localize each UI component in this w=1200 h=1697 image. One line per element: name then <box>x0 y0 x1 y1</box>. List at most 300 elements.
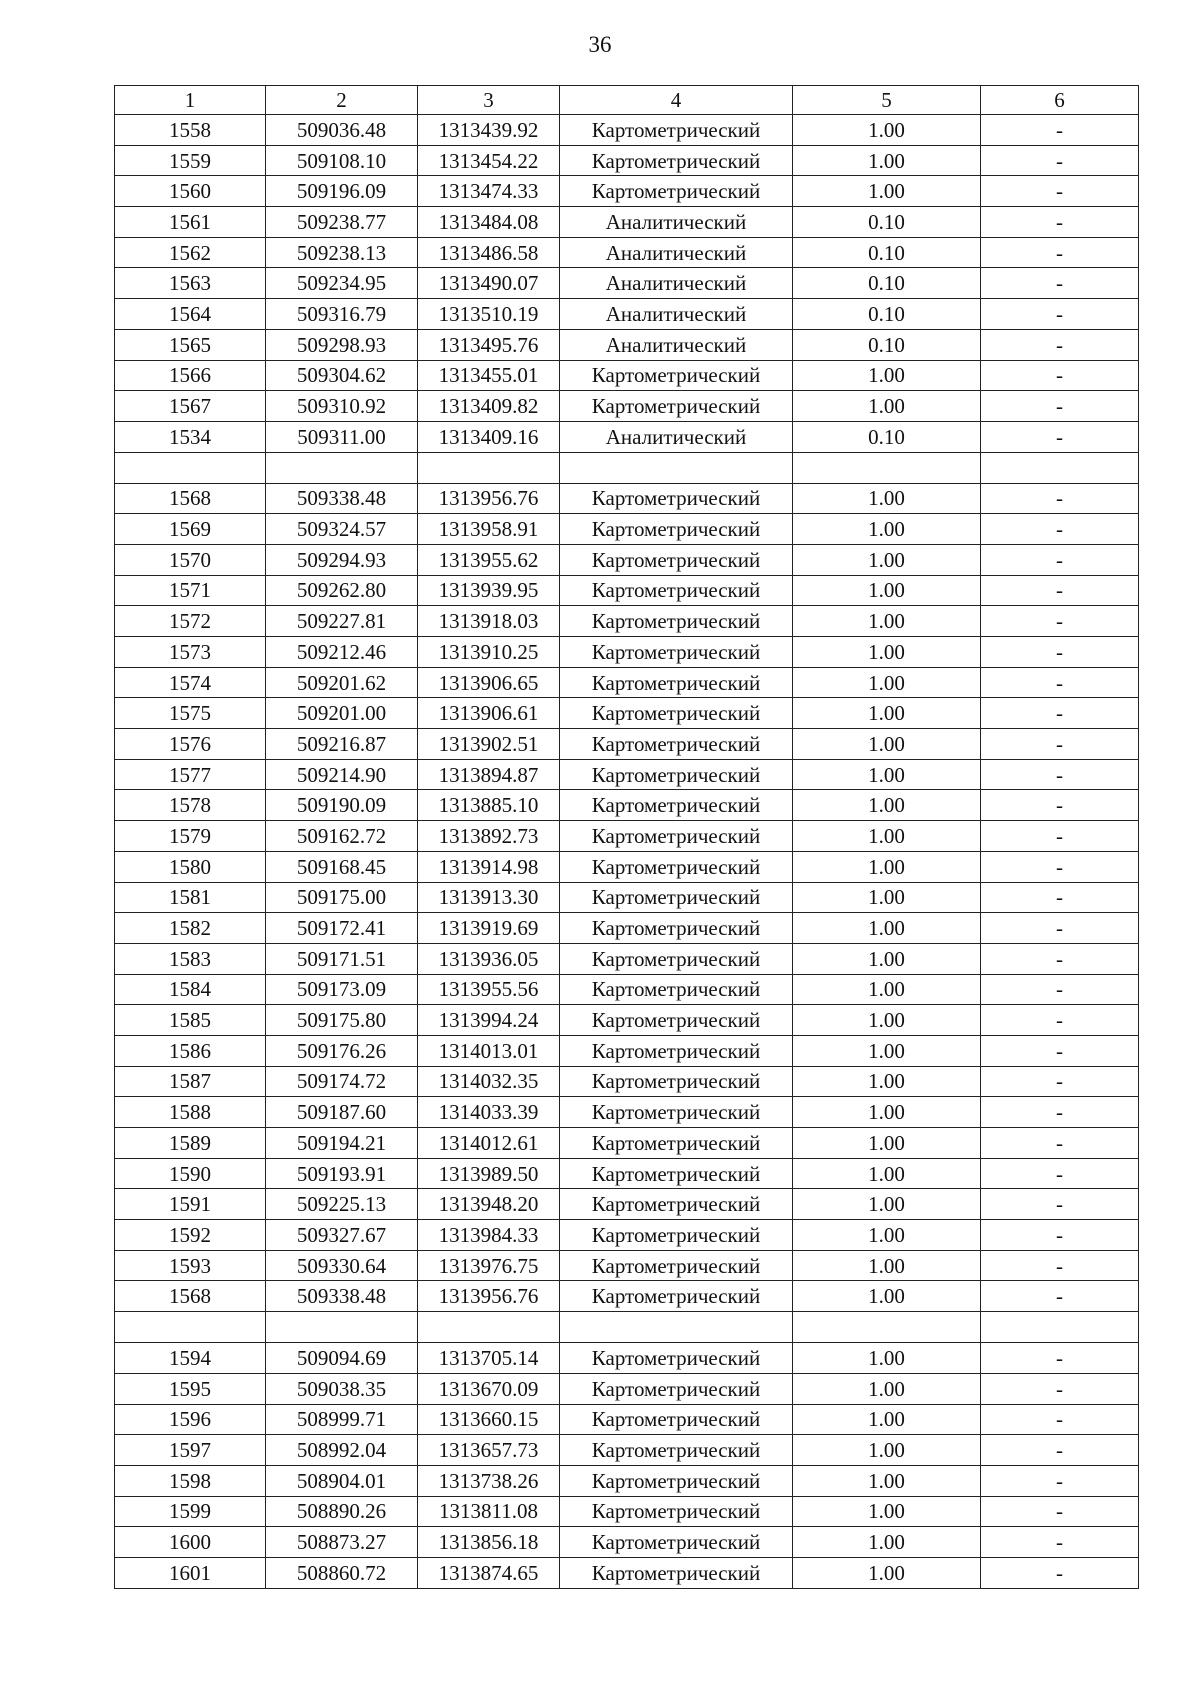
cell-note: - <box>981 1035 1139 1066</box>
cell-y-coordinate: 1313490.07 <box>418 268 560 299</box>
cell-x-coordinate: 509187.60 <box>266 1097 418 1128</box>
cell-accuracy: 0.10 <box>793 299 981 330</box>
table-row <box>115 667 1139 698</box>
cell-note: - <box>981 421 1139 452</box>
cell-method: Картометрический <box>560 391 793 422</box>
cell-x-coordinate: 509330.64 <box>266 1250 418 1281</box>
cell-y-coordinate: 1313918.03 <box>418 606 560 637</box>
table-row <box>115 483 1139 514</box>
table-row <box>115 1373 1139 1404</box>
cell-y-coordinate: 1314012.61 <box>418 1128 560 1159</box>
cell-note: - <box>981 514 1139 545</box>
cell-point-number: 1592 <box>115 1220 266 1251</box>
cell-x-coordinate: 509190.09 <box>266 790 418 821</box>
table-row <box>115 268 1139 299</box>
table-row <box>115 1189 1139 1220</box>
cell-note: - <box>981 606 1139 637</box>
table-row <box>115 821 1139 852</box>
column-header-6: 6 <box>981 86 1139 115</box>
cell-accuracy: 0.10 <box>793 268 981 299</box>
cell-method: Картометрический <box>560 759 793 790</box>
cell-note: - <box>981 851 1139 882</box>
cell-x-coordinate: 509262.80 <box>266 575 418 606</box>
cell-y-coordinate: 1314033.39 <box>418 1097 560 1128</box>
cell-x-coordinate: 509193.91 <box>266 1158 418 1189</box>
cell-method: Картометрический <box>560 1404 793 1435</box>
cell-note: - <box>981 575 1139 606</box>
cell-x-coordinate: 509201.00 <box>266 698 418 729</box>
cell-note: - <box>981 115 1139 146</box>
table-row <box>115 1035 1139 1066</box>
cell-method: Картометрический <box>560 1343 793 1374</box>
cell-point-number <box>115 452 266 483</box>
cell-point-number: 1534 <box>115 421 266 452</box>
cell-accuracy: 1.00 <box>793 1250 981 1281</box>
cell-x-coordinate: 509176.26 <box>266 1035 418 1066</box>
cell-point-number: 1584 <box>115 974 266 1005</box>
cell-point-number: 1599 <box>115 1496 266 1527</box>
cell-x-coordinate: 509324.57 <box>266 514 418 545</box>
table-row <box>115 1527 1139 1558</box>
cell-method: Картометрический <box>560 851 793 882</box>
cell-method: Картометрический <box>560 514 793 545</box>
cell-x-coordinate: 508999.71 <box>266 1404 418 1435</box>
cell-note: - <box>981 729 1139 760</box>
cell-method: Картометрический <box>560 974 793 1005</box>
cell-y-coordinate <box>418 1312 560 1343</box>
cell-x-coordinate: 509238.77 <box>266 207 418 238</box>
cell-x-coordinate: 509175.80 <box>266 1005 418 1036</box>
table-row <box>115 329 1139 360</box>
cell-x-coordinate: 509173.09 <box>266 974 418 1005</box>
cell-x-coordinate: 509311.00 <box>266 421 418 452</box>
cell-note: - <box>981 1496 1139 1527</box>
cell-y-coordinate: 1313738.26 <box>418 1465 560 1496</box>
cell-note: - <box>981 974 1139 1005</box>
cell-point-number: 1575 <box>115 698 266 729</box>
table-row <box>115 943 1139 974</box>
column-header-1: 1 <box>115 86 266 115</box>
cell-y-coordinate: 1313956.76 <box>418 483 560 514</box>
cell-y-coordinate: 1313955.62 <box>418 544 560 575</box>
table-row <box>115 974 1139 1005</box>
cell-note: - <box>981 1005 1139 1036</box>
cell-point-number: 1596 <box>115 1404 266 1435</box>
cell-y-coordinate: 1313892.73 <box>418 821 560 852</box>
cell-note: - <box>981 1128 1139 1159</box>
cell-y-coordinate: 1313976.75 <box>418 1250 560 1281</box>
cell-note: - <box>981 759 1139 790</box>
cell-accuracy: 1.00 <box>793 1465 981 1496</box>
cell-note: - <box>981 637 1139 668</box>
table-row <box>115 1097 1139 1128</box>
cell-y-coordinate: 1313902.51 <box>418 729 560 760</box>
cell-accuracy: 1.00 <box>793 821 981 852</box>
cell-method: Картометрический <box>560 1189 793 1220</box>
cell-point-number: 1571 <box>115 575 266 606</box>
cell-method: Картометрический <box>560 1435 793 1466</box>
cell-point-number: 1568 <box>115 483 266 514</box>
cell-y-coordinate: 1313409.82 <box>418 391 560 422</box>
cell-point-number: 1601 <box>115 1557 266 1588</box>
cell-note: - <box>981 483 1139 514</box>
cell-method: Картометрический <box>560 913 793 944</box>
cell-method: Картометрический <box>560 1527 793 1558</box>
cell-accuracy: 1.00 <box>793 544 981 575</box>
cell-note: - <box>981 882 1139 913</box>
cell-point-number: 1562 <box>115 237 266 268</box>
cell-note: - <box>981 698 1139 729</box>
cell-y-coordinate: 1313984.33 <box>418 1220 560 1251</box>
table-row <box>115 913 1139 944</box>
cell-x-coordinate: 509338.48 <box>266 1281 418 1312</box>
cell-x-coordinate: 509108.10 <box>266 145 418 176</box>
table-row <box>115 698 1139 729</box>
table-row <box>115 514 1139 545</box>
cell-accuracy <box>793 452 981 483</box>
cell-x-coordinate: 508890.26 <box>266 1496 418 1527</box>
cell-note <box>981 1312 1139 1343</box>
cell-y-coordinate: 1313484.08 <box>418 207 560 238</box>
cell-method: Картометрический <box>560 790 793 821</box>
cell-y-coordinate: 1313948.20 <box>418 1189 560 1220</box>
table-row <box>115 115 1139 146</box>
cell-point-number: 1558 <box>115 115 266 146</box>
cell-point-number: 1570 <box>115 544 266 575</box>
column-header-3: 3 <box>418 86 560 115</box>
cell-point-number: 1572 <box>115 606 266 637</box>
cell-note: - <box>981 237 1139 268</box>
table-row <box>115 1281 1139 1312</box>
column-header-2: 2 <box>266 86 418 115</box>
cell-method: Картометрический <box>560 606 793 637</box>
cell-y-coordinate: 1313939.95 <box>418 575 560 606</box>
table-row <box>115 421 1139 452</box>
cell-accuracy: 1.00 <box>793 882 981 913</box>
cell-accuracy: 1.00 <box>793 1435 981 1466</box>
cell-method: Картометрический <box>560 1005 793 1036</box>
cell-y-coordinate: 1313670.09 <box>418 1373 560 1404</box>
cell-accuracy: 1.00 <box>793 514 981 545</box>
cell-y-coordinate: 1313455.01 <box>418 360 560 391</box>
cell-y-coordinate: 1314032.35 <box>418 1066 560 1097</box>
cell-x-coordinate: 509212.46 <box>266 637 418 668</box>
cell-note: - <box>981 1343 1139 1374</box>
cell-x-coordinate <box>266 452 418 483</box>
cell-accuracy: 1.00 <box>793 974 981 1005</box>
cell-method: Картометрический <box>560 544 793 575</box>
cell-note: - <box>981 1557 1139 1588</box>
cell-accuracy: 1.00 <box>793 1557 981 1588</box>
cell-x-coordinate: 508992.04 <box>266 1435 418 1466</box>
cell-y-coordinate: 1313955.56 <box>418 974 560 1005</box>
column-header-4: 4 <box>560 86 793 115</box>
cell-x-coordinate: 508860.72 <box>266 1557 418 1588</box>
cell-method: Картометрический <box>560 1281 793 1312</box>
cell-accuracy: 1.00 <box>793 667 981 698</box>
cell-x-coordinate: 509094.69 <box>266 1343 418 1374</box>
cell-accuracy: 1.00 <box>793 1066 981 1097</box>
cell-note: - <box>981 1066 1139 1097</box>
table-row <box>115 1435 1139 1466</box>
table-row <box>115 851 1139 882</box>
cell-point-number: 1588 <box>115 1097 266 1128</box>
cell-method <box>560 452 793 483</box>
cell-note: - <box>981 329 1139 360</box>
cell-method: Картометрический <box>560 115 793 146</box>
cell-method: Картометрический <box>560 943 793 974</box>
cell-note: - <box>981 391 1139 422</box>
cell-method: Аналитический <box>560 329 793 360</box>
cell-y-coordinate: 1313885.10 <box>418 790 560 821</box>
cell-x-coordinate: 509227.81 <box>266 606 418 637</box>
cell-accuracy: 1.00 <box>793 698 981 729</box>
cell-point-number: 1589 <box>115 1128 266 1159</box>
cell-accuracy: 0.10 <box>793 237 981 268</box>
column-header-5: 5 <box>793 86 981 115</box>
cell-point-number: 1574 <box>115 667 266 698</box>
table-row <box>115 145 1139 176</box>
cell-x-coordinate: 509338.48 <box>266 483 418 514</box>
table-row <box>115 452 1139 483</box>
page-number: 36 <box>588 32 612 57</box>
cell-y-coordinate: 1313914.98 <box>418 851 560 882</box>
cell-x-coordinate: 509225.13 <box>266 1189 418 1220</box>
table-row <box>115 207 1139 238</box>
cell-y-coordinate: 1313958.91 <box>418 514 560 545</box>
cell-note: - <box>981 667 1139 698</box>
cell-point-number: 1587 <box>115 1066 266 1097</box>
table-row <box>115 237 1139 268</box>
cell-x-coordinate: 509201.62 <box>266 667 418 698</box>
cell-accuracy: 1.00 <box>793 1035 981 1066</box>
cell-x-coordinate: 509316.79 <box>266 299 418 330</box>
table-row <box>115 790 1139 821</box>
cell-y-coordinate: 1313474.33 <box>418 176 560 207</box>
cell-x-coordinate: 509216.87 <box>266 729 418 760</box>
table-row <box>115 544 1139 575</box>
cell-accuracy: 1.00 <box>793 115 981 146</box>
cell-x-coordinate: 509036.48 <box>266 115 418 146</box>
cell-point-number: 1577 <box>115 759 266 790</box>
cell-y-coordinate: 1313910.25 <box>418 637 560 668</box>
cell-method: Картометрический <box>560 1158 793 1189</box>
cell-method: Картометрический <box>560 1220 793 1251</box>
cell-method: Картометрический <box>560 176 793 207</box>
cell-accuracy: 1.00 <box>793 913 981 944</box>
cell-x-coordinate: 509171.51 <box>266 943 418 974</box>
cell-accuracy: 1.00 <box>793 360 981 391</box>
cell-accuracy: 1.00 <box>793 851 981 882</box>
cell-x-coordinate: 509175.00 <box>266 882 418 913</box>
cell-note: - <box>981 299 1139 330</box>
cell-y-coordinate: 1313994.24 <box>418 1005 560 1036</box>
cell-note: - <box>981 176 1139 207</box>
table-row <box>115 360 1139 391</box>
cell-accuracy: 1.00 <box>793 1128 981 1159</box>
cell-x-coordinate: 509294.93 <box>266 544 418 575</box>
cell-y-coordinate: 1313906.61 <box>418 698 560 729</box>
cell-point-number: 1567 <box>115 391 266 422</box>
cell-accuracy: 1.00 <box>793 790 981 821</box>
cell-point-number: 1569 <box>115 514 266 545</box>
cell-y-coordinate: 1313919.69 <box>418 913 560 944</box>
cell-y-coordinate: 1313454.22 <box>418 145 560 176</box>
cell-x-coordinate: 509214.90 <box>266 759 418 790</box>
cell-point-number: 1564 <box>115 299 266 330</box>
cell-method: Картометрический <box>560 1250 793 1281</box>
table-body <box>115 115 1139 1589</box>
table-row <box>115 1496 1139 1527</box>
table-row <box>115 729 1139 760</box>
cell-point-number: 1559 <box>115 145 266 176</box>
table-row <box>115 759 1139 790</box>
cell-point-number: 1581 <box>115 882 266 913</box>
cell-accuracy: 1.00 <box>793 1005 981 1036</box>
cell-point-number: 1568 <box>115 1281 266 1312</box>
cell-x-coordinate: 509162.72 <box>266 821 418 852</box>
header-row <box>115 86 1139 115</box>
cell-point-number: 1585 <box>115 1005 266 1036</box>
cell-accuracy: 1.00 <box>793 483 981 514</box>
table-row <box>115 1404 1139 1435</box>
cell-note: - <box>981 1527 1139 1558</box>
cell-note: - <box>981 1281 1139 1312</box>
cell-y-coordinate: 1313705.14 <box>418 1343 560 1374</box>
cell-x-coordinate: 509234.95 <box>266 268 418 299</box>
cell-accuracy: 1.00 <box>793 1404 981 1435</box>
cell-note: - <box>981 360 1139 391</box>
cell-accuracy: 1.00 <box>793 1097 981 1128</box>
cell-method: Картометрический <box>560 637 793 668</box>
table-row <box>115 1312 1139 1343</box>
cell-accuracy: 1.00 <box>793 1496 981 1527</box>
cell-accuracy: 1.00 <box>793 391 981 422</box>
cell-note: - <box>981 1250 1139 1281</box>
table-row <box>115 391 1139 422</box>
cell-accuracy: 1.00 <box>793 1189 981 1220</box>
cell-method: Картометрический <box>560 360 793 391</box>
cell-note: - <box>981 268 1139 299</box>
cell-note: - <box>981 821 1139 852</box>
cell-point-number: 1563 <box>115 268 266 299</box>
cell-x-coordinate: 509038.35 <box>266 1373 418 1404</box>
cell-accuracy: 1.00 <box>793 637 981 668</box>
cell-y-coordinate: 1313936.05 <box>418 943 560 974</box>
cell-x-coordinate: 509310.92 <box>266 391 418 422</box>
table-row <box>115 1066 1139 1097</box>
cell-point-number: 1597 <box>115 1435 266 1466</box>
cell-point-number: 1579 <box>115 821 266 852</box>
cell-note: - <box>981 1220 1139 1251</box>
cell-y-coordinate <box>418 452 560 483</box>
cell-method: Картометрический <box>560 1128 793 1159</box>
cell-accuracy: 1.00 <box>793 1158 981 1189</box>
cell-method: Картометрический <box>560 575 793 606</box>
cell-method: Картометрический <box>560 1066 793 1097</box>
cell-y-coordinate: 1313657.73 <box>418 1435 560 1466</box>
cell-point-number: 1595 <box>115 1373 266 1404</box>
cell-note: - <box>981 943 1139 974</box>
cell-note: - <box>981 1373 1139 1404</box>
cell-y-coordinate: 1313660.15 <box>418 1404 560 1435</box>
cell-x-coordinate: 508904.01 <box>266 1465 418 1496</box>
table-row <box>115 1158 1139 1189</box>
cell-accuracy: 1.00 <box>793 575 981 606</box>
table-row <box>115 1557 1139 1588</box>
table-row <box>115 1250 1139 1281</box>
cell-y-coordinate: 1313439.92 <box>418 115 560 146</box>
cell-y-coordinate: 1313906.65 <box>418 667 560 698</box>
cell-method: Аналитический <box>560 299 793 330</box>
cell-x-coordinate: 508873.27 <box>266 1527 418 1558</box>
cell-accuracy: 1.00 <box>793 1373 981 1404</box>
cell-method: Аналитический <box>560 207 793 238</box>
cell-method: Аналитический <box>560 421 793 452</box>
cell-accuracy: 0.10 <box>793 421 981 452</box>
cell-method: Картометрический <box>560 821 793 852</box>
cell-accuracy <box>793 1312 981 1343</box>
table-row <box>115 299 1139 330</box>
cell-note: - <box>981 1189 1139 1220</box>
cell-method: Аналитический <box>560 268 793 299</box>
cell-note: - <box>981 1158 1139 1189</box>
cell-point-number: 1590 <box>115 1158 266 1189</box>
cell-point-number: 1582 <box>115 913 266 944</box>
cell-note: - <box>981 913 1139 944</box>
cell-method: Картометрический <box>560 145 793 176</box>
cell-method: Картометрический <box>560 483 793 514</box>
cell-x-coordinate: 509304.62 <box>266 360 418 391</box>
table-row <box>115 882 1139 913</box>
cell-point-number: 1561 <box>115 207 266 238</box>
cell-method: Картометрический <box>560 698 793 729</box>
cell-point-number: 1600 <box>115 1527 266 1558</box>
cell-point-number: 1598 <box>115 1465 266 1496</box>
cell-accuracy: 1.00 <box>793 729 981 760</box>
cell-accuracy: 1.00 <box>793 1220 981 1251</box>
cell-method: Картометрический <box>560 1035 793 1066</box>
table-row <box>115 1128 1139 1159</box>
cell-y-coordinate: 1313856.18 <box>418 1527 560 1558</box>
cell-accuracy: 1.00 <box>793 1343 981 1374</box>
cell-note: - <box>981 1465 1139 1496</box>
cell-accuracy: 1.00 <box>793 943 981 974</box>
cell-method: Картометрический <box>560 1496 793 1527</box>
cell-x-coordinate: 509194.21 <box>266 1128 418 1159</box>
table-row <box>115 1005 1139 1036</box>
table-row <box>115 1220 1139 1251</box>
cell-point-number: 1583 <box>115 943 266 974</box>
cell-method: Картометрический <box>560 1097 793 1128</box>
cell-x-coordinate: 509298.93 <box>266 329 418 360</box>
cell-method: Картометрический <box>560 882 793 913</box>
cell-accuracy: 0.10 <box>793 329 981 360</box>
table-row <box>115 637 1139 668</box>
cell-x-coordinate: 509327.67 <box>266 1220 418 1251</box>
cell-method: Картометрический <box>560 1373 793 1404</box>
cell-accuracy: 0.10 <box>793 207 981 238</box>
cell-point-number: 1576 <box>115 729 266 760</box>
cell-y-coordinate: 1313409.16 <box>418 421 560 452</box>
table-row <box>115 575 1139 606</box>
cell-point-number: 1594 <box>115 1343 266 1374</box>
cell-note: - <box>981 145 1139 176</box>
cell-accuracy: 1.00 <box>793 1527 981 1558</box>
cell-x-coordinate: 509168.45 <box>266 851 418 882</box>
cell-note: - <box>981 207 1139 238</box>
cell-accuracy: 1.00 <box>793 759 981 790</box>
